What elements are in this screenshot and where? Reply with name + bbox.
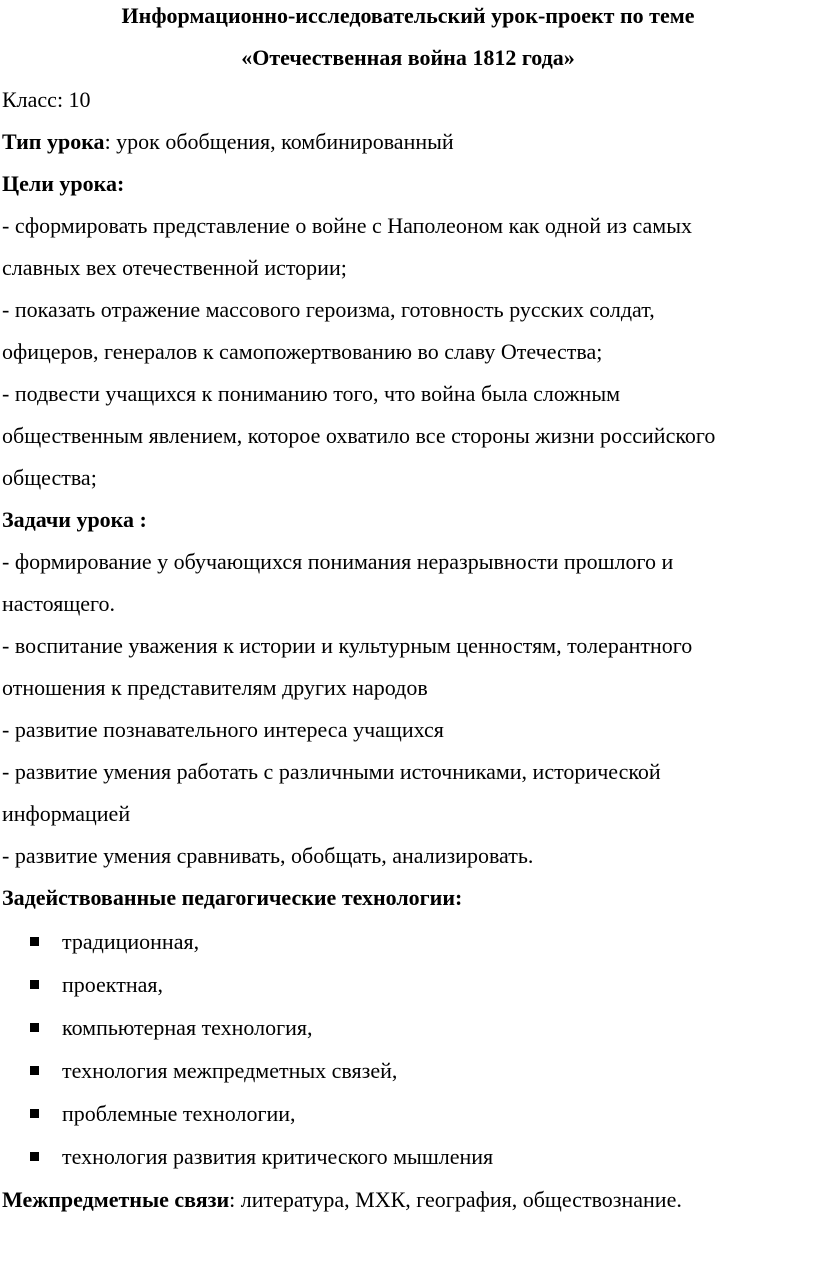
square-bullet-icon [30,1023,39,1032]
square-bullet-icon [30,937,39,946]
square-bullet-icon [30,1066,39,1075]
square-bullet-icon [30,1152,39,1161]
interdisciplinary-value: : литература, МХК, география, обществознание. [229,1187,682,1212]
tasks-line: - развитие умения работать с различными источниками, исторической [2,759,661,784]
goals-heading: Цели урока: [2,171,125,196]
goals-line: - сформировать представление о войне с Наполеоном как одной из самых [2,213,692,238]
tasks-line: отношения к представителям других народов [2,675,428,700]
title-line-2: «Отечественная война 1812 года» [241,45,575,70]
tasks-heading: Задачи урока : [2,507,147,532]
technology-item: технология развития критического мышления [62,1144,494,1169]
technology-item: традиционная, [62,929,200,954]
interdisciplinary-links [2,1186,682,1214]
grade: Класс: 10 [2,87,91,112]
lesson-type-label: Тип урока [2,129,105,154]
technology-item: проектная, [62,972,163,997]
technology-item: компьютерная технология, [62,1015,313,1040]
tasks-line: - воспитание уважения к истории и культурным ценностям, толерантного [2,633,693,658]
goals-line: славных вех отечественной истории; [2,255,347,280]
tasks-line: - формирование у обучающихся понимания неразрывности прошлого и [2,549,674,574]
tasks-line: - развитие познавательного интереса учащихся [2,717,444,742]
goals-line: общества; [2,465,97,490]
goals-line: офицеров, генералов к самопожертвованию во славу Отечества; [2,339,603,364]
tasks-line: информацией [2,801,131,826]
technologies-heading: Задействованные педагогические технологии: [2,885,463,910]
square-bullet-icon [30,980,39,989]
technology-item: проблемные технологии, [62,1101,296,1126]
goals-line: - показать отражение массового героизма, готовность русских солдат, [2,297,655,322]
title-line-1: Информационно-исследовательский урок-проект по теме [121,3,695,28]
tasks-line: - развитие умения сравнивать, обобщать, анализировать. [2,843,534,868]
lesson-type-value: : урок обобщения, комбинированный [104,129,454,154]
goals-line: - подвести учащихся к пониманию того, что война была сложным [2,381,621,406]
interdisciplinary-label: Межпредметные связи [2,1187,230,1212]
goals-line: общественным явлением, которое охватило все стороны жизни российского [2,423,716,448]
tasks-line: настоящего. [2,591,116,616]
lesson-type [2,128,454,156]
square-bullet-icon [30,1109,39,1118]
technology-item: технология межпредметных связей, [62,1058,398,1083]
